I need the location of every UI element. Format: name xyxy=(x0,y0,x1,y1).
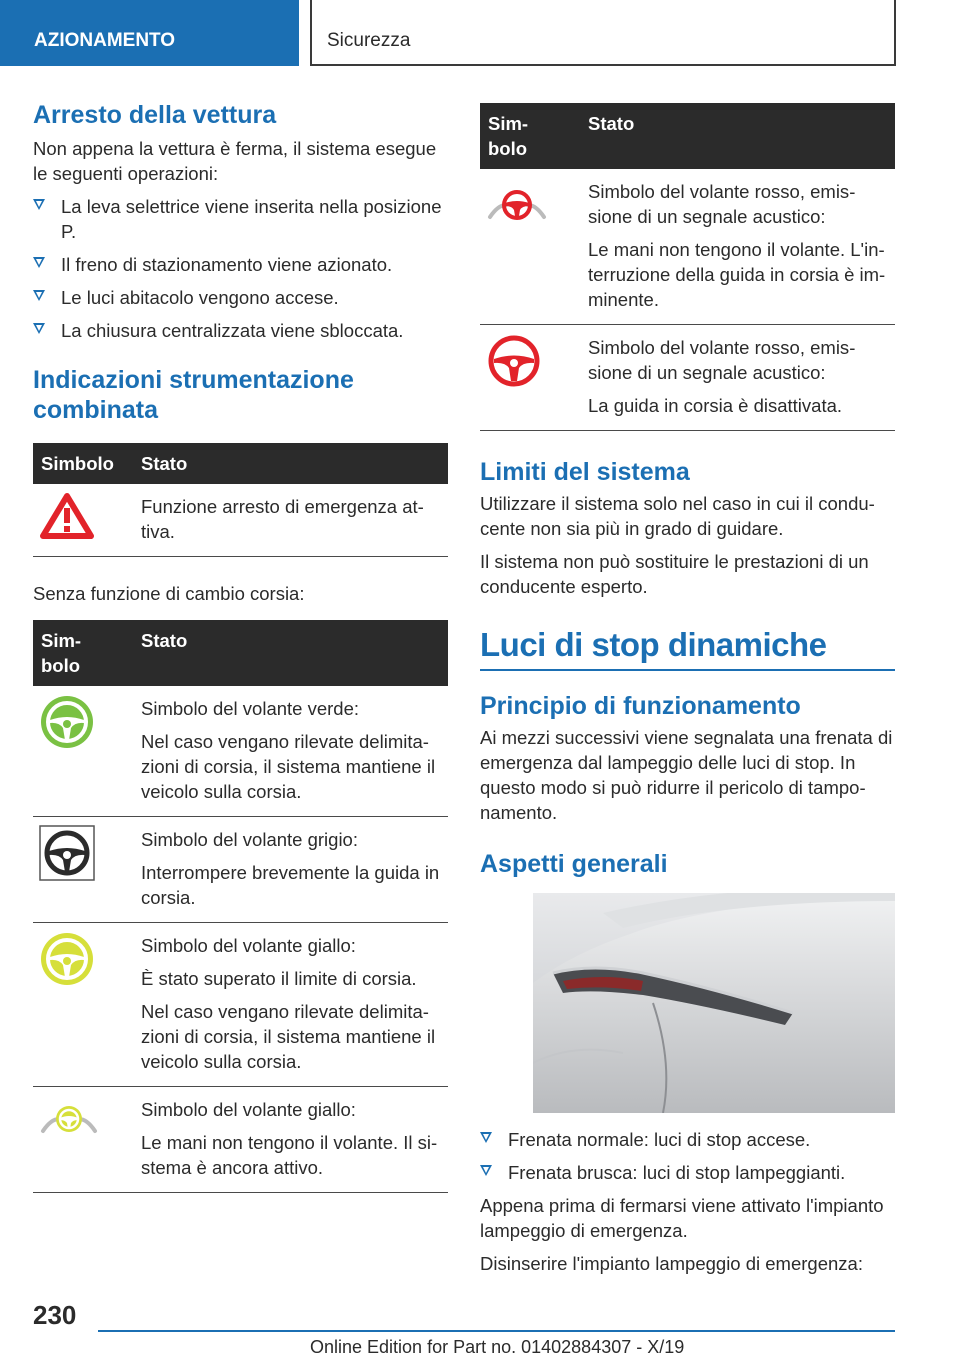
steering-wheel-green-icon xyxy=(39,694,95,750)
heading-luci-wrapper xyxy=(480,625,895,671)
principio-text: Ai mezzi successivi viene segnalata una frenata di emergenza dal lampeggio delle luci di stop. In questo modo si può ridurre il pericolo di tamponamento. xyxy=(480,727,893,823)
table-row: Simbolo del volante giallo: Le mani non tengono il volante. Il sistema è ancora attivo. xyxy=(33,1087,448,1193)
heading-arresto: Arresto della vettura xyxy=(33,101,277,129)
arresto-intro: Non appena la vettura è ferma, il sistema esegue le seguenti operazioni: xyxy=(33,138,437,184)
list-item: La chiusura centralizzata viene sbloccata. xyxy=(33,318,448,343)
steering-wheel-red-hands-off-icon xyxy=(486,185,548,225)
aspetti-list xyxy=(480,1127,895,1185)
table-header-state: Stato xyxy=(580,103,895,169)
page-number: 230 xyxy=(33,1300,77,1330)
page-header xyxy=(0,0,960,66)
table-row xyxy=(33,484,448,557)
appena-text: Appena prima di fermarsi viene attivato l'impianto lampeggio di emergenza. xyxy=(480,1195,884,1241)
heading-limiti: Limiti del sistema xyxy=(480,458,690,486)
chapter-tab: Sicurezza xyxy=(310,0,896,66)
bullet-triangle-icon xyxy=(33,257,45,268)
limiti-p1: Utilizzare il sistema solo nel caso in cui il conducente non sia più in grado di guidare. xyxy=(480,493,875,539)
car-taillight-illustration xyxy=(533,893,895,1113)
steering-wheel-yellow-icon xyxy=(39,931,95,987)
table-row: Simbolo del volante grigio: Interrompere brevemente la guida in corsia. xyxy=(33,817,448,923)
footer-rule xyxy=(98,1330,895,1332)
heading-luci-stop: Luci di stop dinamiche xyxy=(480,626,827,663)
table-header-state: Stato xyxy=(133,620,448,686)
table-row: Simbolo del volante rosso, emissione di un segnale acustico: La guida in corsia è disattivata. xyxy=(480,325,895,431)
steering-wheel-red-icon xyxy=(486,333,542,389)
senza-text: Senza funzione di cambio corsia: xyxy=(33,583,305,604)
table-header-state: Stato xyxy=(133,443,448,484)
bullet-triangle-icon xyxy=(480,1165,492,1176)
table-header-symbol: Simbolo xyxy=(33,443,133,484)
table-header-symbol: Sim- bolo xyxy=(480,103,580,169)
table-row: Simbolo del volante verde: Nel caso vengano rilevate delimitazioni di corsia, il sistema mantiene il veicolo sulla corsia. xyxy=(33,686,448,817)
bullet-triangle-icon xyxy=(33,323,45,334)
bullet-triangle-icon xyxy=(33,199,45,210)
list-item: La leva selettrice viene inserita nella posizione P. xyxy=(33,194,448,244)
table-header-symbol: Sim- bolo xyxy=(33,620,133,686)
heading-indicazioni: Indicazioni strumentazione combinata xyxy=(33,366,354,424)
heading-aspetti: Aspetti generali xyxy=(480,850,668,878)
bullet-triangle-icon xyxy=(33,290,45,301)
right-column xyxy=(480,103,895,1276)
list-item: Il freno di stazionamento viene azionato. xyxy=(33,252,448,277)
limiti-p2: Il sistema non può sostituire le prestazioni di un conducente esperto. xyxy=(480,551,869,597)
list-item: Frenata brusca: luci di stop lampeggianti. xyxy=(480,1160,895,1185)
left-column xyxy=(33,100,448,1193)
warning-triangle-icon xyxy=(39,492,95,540)
section-tab: AZIONAMENTO xyxy=(0,0,299,66)
table-emergency-symbol xyxy=(33,443,448,557)
car-taillight-image xyxy=(533,893,895,1113)
footer-edition: Online Edition for Part no. 01402884307 - X/19 xyxy=(310,1337,685,1357)
list-item: Frenata normale: luci di stop accese. xyxy=(480,1127,895,1152)
steering-wheel-grey-icon xyxy=(39,825,95,881)
table-row: Simbolo del volante giallo: È stato superato il limite di corsia. Nel caso vengano rilevate delimitazioni di corsia, il sistema mantiene il veicolo sulla corsia. xyxy=(33,923,448,1087)
list-item: Le luci abitacolo vengono accese. xyxy=(33,285,448,310)
heading-principio: Principio di funzionamento xyxy=(480,692,801,720)
emergency-state-text: Funzione arresto di emergenza attiva. xyxy=(141,496,424,542)
disinserire-text: Disinserire l'impianto lampeggio di emergenza: xyxy=(480,1253,863,1274)
table-lane-symbols xyxy=(33,620,448,1193)
table-row: Simbolo del volante rosso, emissione di un segnale acustico: Le mani non tengono il volante. L'interruzione della guida in corsia è imminente. xyxy=(480,169,895,325)
table-red-symbols xyxy=(480,103,895,431)
arresto-list xyxy=(33,194,448,343)
bullet-triangle-icon xyxy=(480,1132,492,1143)
steering-wheel-yellow-hands-off-icon xyxy=(39,1095,99,1141)
